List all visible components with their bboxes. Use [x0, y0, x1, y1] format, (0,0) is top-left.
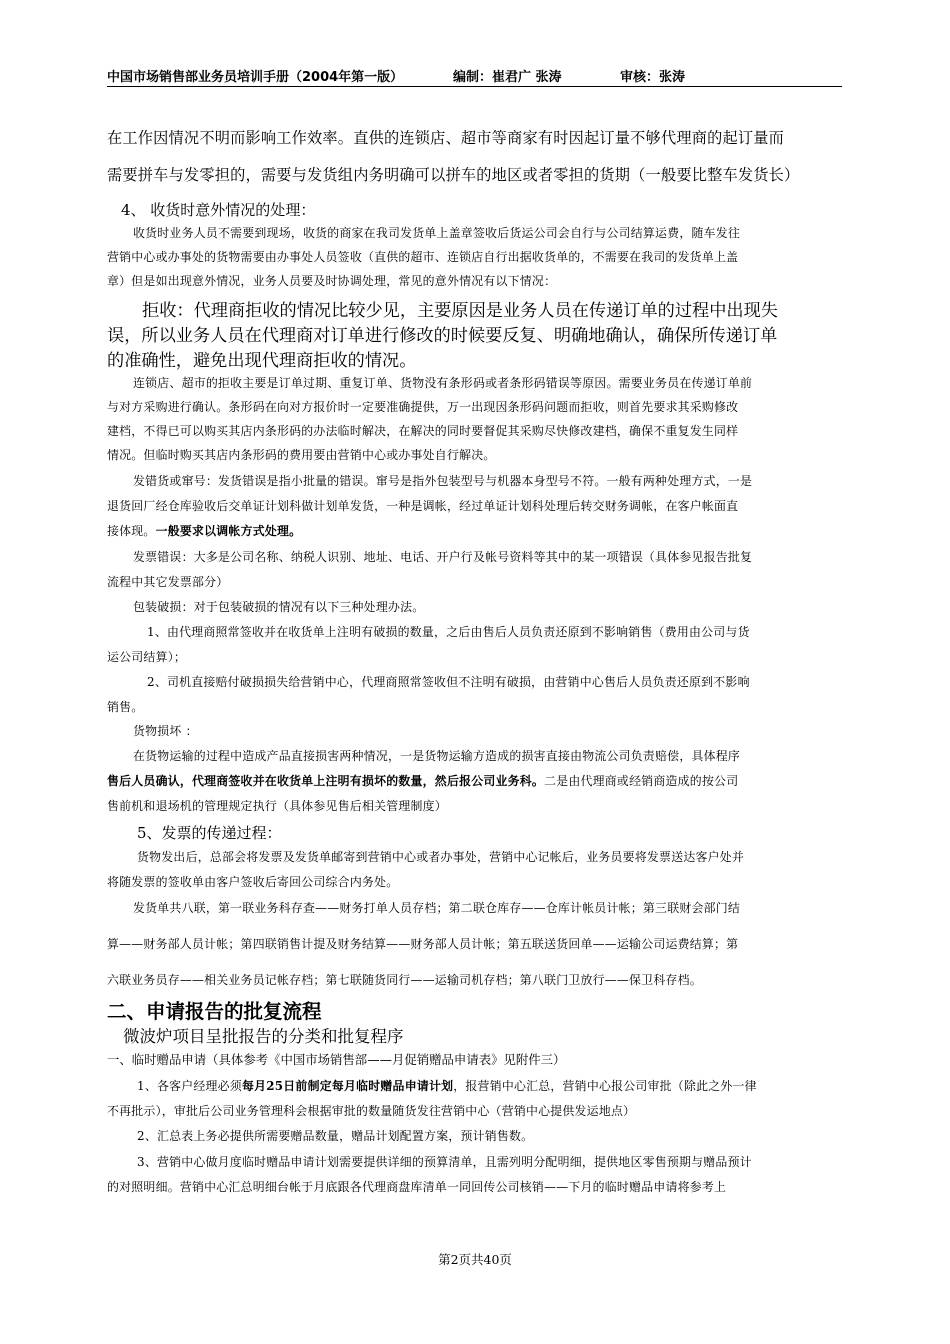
text-run: 包装破损：对于包装破损的情况有以下三种处理办法。 — [133, 600, 425, 614]
text-run: 六联业务员存——相关业务员记帐存档；第七联随货同行——运输司机存档；第八联门卫放行——保卫科存档。 — [107, 973, 702, 987]
text-run: 误，所以业务人员在代理商对订单进行修改的时候要反复、明确地确认，确保所传递订单 — [107, 326, 778, 346]
text-run: 微波炉项目呈批报告的分类和批复程序 — [123, 1027, 404, 1046]
text-line — [107, 398, 842, 415]
text-line — [107, 199, 856, 220]
header-rule — [107, 86, 842, 87]
text-line — [107, 164, 842, 185]
text-run: 算——财务部人员计帐；第四联销售计提及财务结算——财务部人员计帐；第五联送货回单——运输公司运费结算；第 — [107, 937, 739, 951]
text-run: 5、发票的传递过程： — [137, 824, 282, 842]
text-line — [107, 772, 842, 789]
text-line — [107, 573, 842, 590]
text-run: 货物发出后，总部会将发票及发货单邮寄到营销中心或者办事处，营销中心记帐后，业务员要将发票送达客户处并 — [137, 850, 745, 864]
text-line — [107, 1178, 842, 1195]
text-line — [107, 1077, 872, 1094]
text-run: 二、申请报告的批复流程 — [107, 1000, 322, 1023]
text-line — [107, 698, 842, 715]
text-line — [107, 899, 868, 916]
text-line — [107, 1127, 872, 1144]
bold-text: 每月25日前制定每月临时赠品申请计划 — [241, 1079, 454, 1093]
text-line — [107, 321, 842, 346]
text-run: 在货物运输的过程中造成产品直接损害两种情况，一是货物运输方造成的损害直接由物流公司负责赔偿，具体程序 — [133, 749, 741, 763]
text-line — [107, 747, 868, 764]
text-line — [107, 1050, 842, 1068]
text-line — [107, 935, 842, 952]
text-line — [107, 446, 842, 463]
text-run: 在工作因情况不明而影响工作效率。直供的连锁店、超市等商家有时因起订量不够代理商的起订量而 — [107, 129, 785, 147]
text-line — [107, 673, 882, 690]
text-run: 情况。但临时购买其店内条形码的费用要由营销中心或办事处自行解决。 — [107, 448, 496, 462]
text-line — [107, 971, 842, 988]
text-line — [107, 548, 868, 565]
text-line — [107, 497, 842, 514]
text-run: 发货单共八联，第一联业务科存查——财务打单人员存档；第二联仓库存——仓库计帐员计帐；第三联财会部门结 — [133, 901, 741, 915]
text-run: 收货时业务人员不需要到现场，收货的商家在我司发货单上盖章签收后货运公司会自行与公司结算运费，随车发往 — [133, 226, 741, 240]
text-run: 1、各客户经理必须 — [137, 1079, 242, 1093]
text-line — [107, 248, 842, 265]
reviewer-credit: 审核：张涛 — [620, 70, 686, 85]
text-run: 连锁店、超市的拒收主要是订单过期、重复订单、货物没有条形码或者条形码错误等原因。需要业务员在传递订单前 — [133, 376, 753, 390]
text-run: 退货回厂经仓库验收后交单证计划科做计划单发货，一种是调帐，经过单证计划科处理后转交财务调帐，在客户帐面直 — [107, 499, 739, 513]
text-run: 发错货或窜号：发货错误是指小批量的错误。窜号是指外包装型号与机器本身型号不符。一般有两种处理方式，一是 — [133, 474, 753, 488]
text-run: 不再批示），审批后公司业务管理科会根据审批的数量随货发往营销中心（营销中心提供发运地点） — [107, 1104, 636, 1118]
text-run: 2、司机直接赔付破损损失给营销中心，代理商照常签收但不注明有破损，由营销中心售后人员负责还原到不影响 — [147, 675, 750, 689]
text-run: 营销中心或办事处的货物需要由办事处人员签收（直供的超市、连锁店自行出据收货单的，不需要在我司的发货单上盖 — [107, 250, 739, 264]
text-run: 2、汇总表上务必提供所需要赠品数量，赠品计划配置方案，预计销售数。 — [137, 1129, 534, 1143]
text-line — [107, 1023, 858, 1047]
text-line — [107, 127, 842, 148]
text-run: 二是由代理商或经销商造成的按公司 — [544, 774, 739, 788]
text-run: 货物损坏 ： — [133, 724, 198, 738]
text-run: 4、 收货时意外情况的处理： — [121, 201, 316, 219]
text-run: 售前机和退场机的管理规定执行（具体参见售后相关管理制度） — [107, 799, 447, 813]
text-line — [107, 296, 877, 321]
text-line — [107, 648, 842, 665]
text-run: 的准确性，避免出现代理商拒收的情况。 — [107, 351, 417, 371]
page-header — [107, 66, 842, 88]
text-line — [107, 797, 842, 814]
text-run: 发票错误：大多是公司名称、纳税人识别、地址、电话、开户行及帐号资料等其中的某一项错误（具体参见报告批复 — [133, 550, 753, 564]
text-line — [107, 346, 842, 371]
bold-text: 售后人员确认，代理商签收并在收货单上注明有损坏的数量，然后报公司业务科。 — [107, 774, 545, 788]
text-run: 接体现。 — [107, 524, 156, 538]
text-line — [107, 422, 842, 439]
text-line — [107, 873, 842, 890]
text-line — [107, 623, 882, 640]
text-run: 与对方采购进行确认。条形码在向对方报价时一定要准确提供，万一出现因条形码问题而拒收，则首先要求其采购修改 — [107, 400, 739, 414]
text-line — [107, 224, 868, 241]
text-run: 1、由代理商照常签收并在收货单上注明有破损的数量，之后由售后人员负责还原到不影响销售（费用由公司与货 — [147, 625, 750, 639]
page-number: 第2页共40页 — [438, 1252, 512, 1267]
text-run: 运公司结算）； — [107, 650, 187, 664]
text-run: 章）但是如出现意外情况，业务人员要及时协调处理，常见的意外情况有以下情况： — [107, 274, 557, 288]
text-run: 一、临时赠品申请（具体参考《中国市场销售部——月促销赠品申请表》见附件三） — [107, 1052, 566, 1067]
text-run: 销售。 — [107, 700, 144, 714]
bold-text: 一般要求以调帐方式处理。 — [155, 524, 302, 538]
editor-credit: 编制：崔君广 张涛 — [453, 70, 562, 85]
text-run: ，报营销中心汇总，营销中心报公司审批（除此之外一律 — [453, 1079, 757, 1093]
text-line — [107, 522, 842, 539]
text-line — [107, 1102, 842, 1119]
text-line — [107, 996, 842, 1024]
text-line — [107, 1153, 872, 1170]
text-line — [107, 598, 868, 615]
text-run: 3、营销中心做月度临时赠品申请计划需要提供详细的预算清单，且需列明分配明细，提供地区零售预期与赠品预计 — [137, 1155, 752, 1169]
manual-title: 中国市场销售部业务员培训手册（2004年第一版） — [107, 70, 404, 85]
text-line — [107, 374, 868, 391]
text-run: 流程中其它发票部分） — [107, 575, 229, 589]
text-run: 需要拼车与发零担的，需要与发货组内务明确可以拼车的地区或者零担的货期（一般要比整车发货长） — [107, 166, 800, 184]
text-line — [107, 272, 842, 289]
text-line — [107, 848, 872, 865]
text-line — [107, 472, 868, 489]
text-line — [107, 822, 872, 843]
text-run: 建档，不得已可以购买其店内条形码的办法临时解决，在解决的同时要督促其采购尽快修改建档，确保不重复发生同样 — [107, 424, 739, 438]
text-line — [107, 722, 868, 739]
text-run: 的对照明细。营销中心汇总明细台帐于月底跟各代理商盘库清单一同回传公司核销——下月的临时赠品申请将参考上 — [107, 1180, 727, 1194]
text-run: 将随发票的签收单由客户签收后寄回公司综合内务处。 — [107, 875, 399, 889]
text-run: 拒收：代理商拒收的情况比较少见，主要原因是业务人员在传递订单的过程中出现失 — [142, 301, 778, 321]
